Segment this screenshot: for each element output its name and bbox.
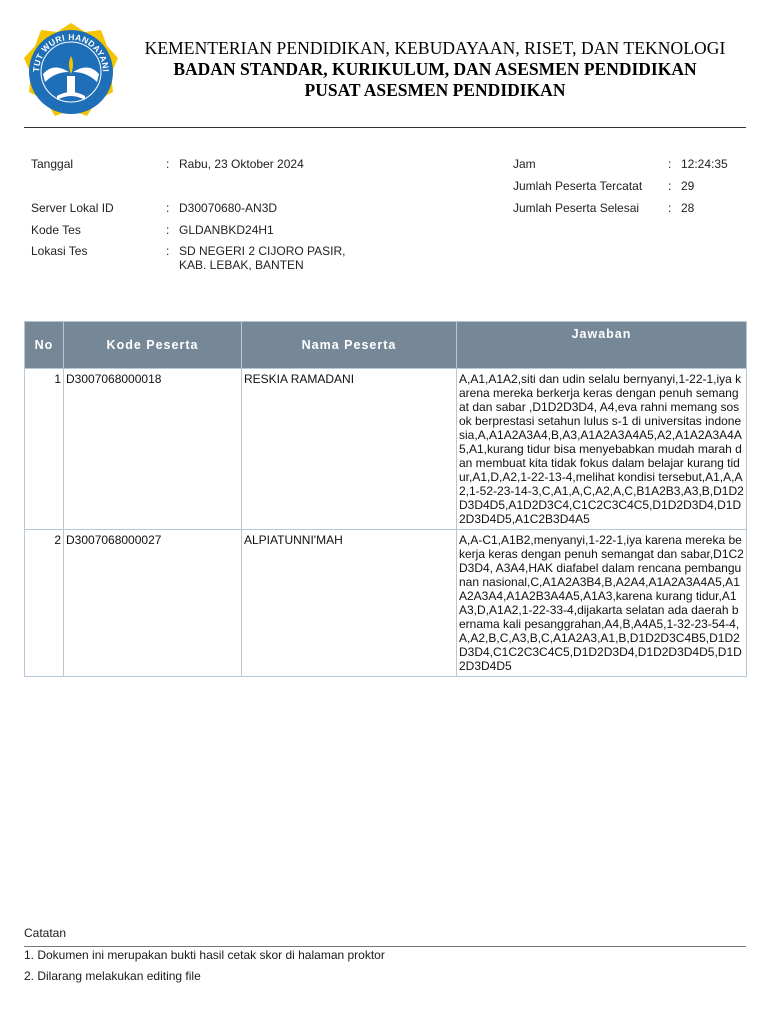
kode-tes-label: Kode Tes xyxy=(31,223,81,237)
note-item: 2. Dilarang melakukan editing file xyxy=(24,969,201,983)
header-no: No xyxy=(25,322,64,369)
server-value: D30070680-AN3D xyxy=(179,201,278,215)
row-no: 2 xyxy=(25,530,64,677)
jam-label: Jam xyxy=(513,157,536,171)
logo-motto: TUT WURI HANDAYANI xyxy=(30,31,112,73)
tanggal-value: Rabu, 23 Oktober 2024 xyxy=(179,157,304,171)
row-no: 1 xyxy=(25,369,64,530)
colon: : xyxy=(166,157,170,171)
row-kode-peserta: D3007068000018 xyxy=(64,369,242,530)
tut-wuri-handayani-logo xyxy=(23,22,119,120)
row-nama-peserta: RESKIA RAMADANI xyxy=(242,369,457,530)
notes-title: Catatan xyxy=(24,926,67,940)
tercatat-value: 29 xyxy=(681,179,695,193)
kode-tes-value: GLDANBKD24H1 xyxy=(179,223,274,237)
colon: : xyxy=(668,179,672,193)
header-nama-peserta: Nama Peserta xyxy=(242,322,457,369)
row-jawaban: A,A-C1,A1B2,menyanyi,1-22-1,iya karena mereka bekerja keras dengan penuh semangat dan sabar,D1C2D3D4, A3A4,HAK diafabel dalam rencana pembangunan nasional,C,A1A2A3B4,B,A2A4,A1A2A3A4A5,A1A2A3A4,A1A2B3A4A5,A1A3,karena kurang tidur,A1A3,D,A1A2,1-22-33-4,dijakarta selatan ada daerah bernama kali pesanggrahan,A4,B,A4A5,1-32-23-54-4,A,A2,B,C,A3,B,C,A1A2A3,A1,B,D1D2D3C4B5,D1D2D3D4,C1C2C3C4C5,D1D2D3D4,D1D2D3D4D5,D1D2D3D4D5 xyxy=(457,530,747,677)
table-row xyxy=(25,369,747,530)
server-label: Server Lokal ID xyxy=(31,201,114,215)
note-item: 1. Dokumen ini merupakan bukti hasil cetak skor di halaman proktor xyxy=(24,948,385,962)
colon: : xyxy=(166,244,170,258)
colon: : xyxy=(166,223,170,237)
notes-divider xyxy=(24,946,746,947)
tercatat-label: Jumlah Peserta Tercatat xyxy=(513,179,643,193)
tanggal-label: Tanggal xyxy=(31,157,74,171)
header-jawaban: Jawaban xyxy=(457,322,747,369)
results-table xyxy=(24,321,747,677)
colon: : xyxy=(668,157,672,171)
lokasi-line1: SD NEGERI 2 CIJORO PASIR, xyxy=(179,244,346,258)
row-jawaban: A,A1,A1A2,siti dan udin selalu bernyanyi,1-22-1,iya karena mereka berkerja keras dengan penuh semangat dan sabar ,D1D2D3D4, A4,eva rahni memang sosok berprestasi setahun lulus s-1 di universitas indonesia,A,A1A2A3A4,B,A3,A1A2A3A4A5,A2,A1A2A3A4A5,A1,kurang tidur bisa menyebabkan mudah marah dan membuat kita tidak fokus dalam belajar kurang tidur,A1,D,A2,1-22-13-4,melihat kondisi tersebut,A1,A,A2,1-52-23-14-3,C,A1,A,C,A2,A,C,B1A2B3,A3,B,D1D2D3D4D5,A1D2D3C4,C1C2C3C4C5,D1D2D3D4,D1D2D3D4D5,A1C2B3D4A5 xyxy=(457,369,747,530)
center-name: PUSAT ASESMEN PENDIDIKAN xyxy=(304,80,566,100)
header-divider xyxy=(24,127,746,128)
colon: : xyxy=(166,201,170,215)
selesai-label: Jumlah Peserta Selesai xyxy=(513,201,640,215)
header-kode-peserta: Kode Peserta xyxy=(64,322,242,369)
jam-value: 12:24:35 xyxy=(681,157,728,171)
colon: : xyxy=(668,201,672,215)
table-header-row xyxy=(25,322,747,369)
row-nama-peserta: ALPIATUNNI'MAH xyxy=(242,530,457,677)
document-header xyxy=(0,0,768,128)
ministry-name: KEMENTERIAN PENDIDIKAN, KEBUDAYAAN, RISET, DAN TEKNOLOGI xyxy=(144,38,726,58)
table-row xyxy=(25,530,747,677)
agency-name: BADAN STANDAR, KURIKULUM, DAN ASESMEN PENDIDIKAN xyxy=(173,59,697,79)
lokasi-line2: KAB. LEBAK, BANTEN xyxy=(179,258,304,272)
lokasi-label: Lokasi Tes xyxy=(31,244,88,258)
selesai-value: 28 xyxy=(681,201,695,215)
row-kode-peserta: D3007068000027 xyxy=(64,530,242,677)
